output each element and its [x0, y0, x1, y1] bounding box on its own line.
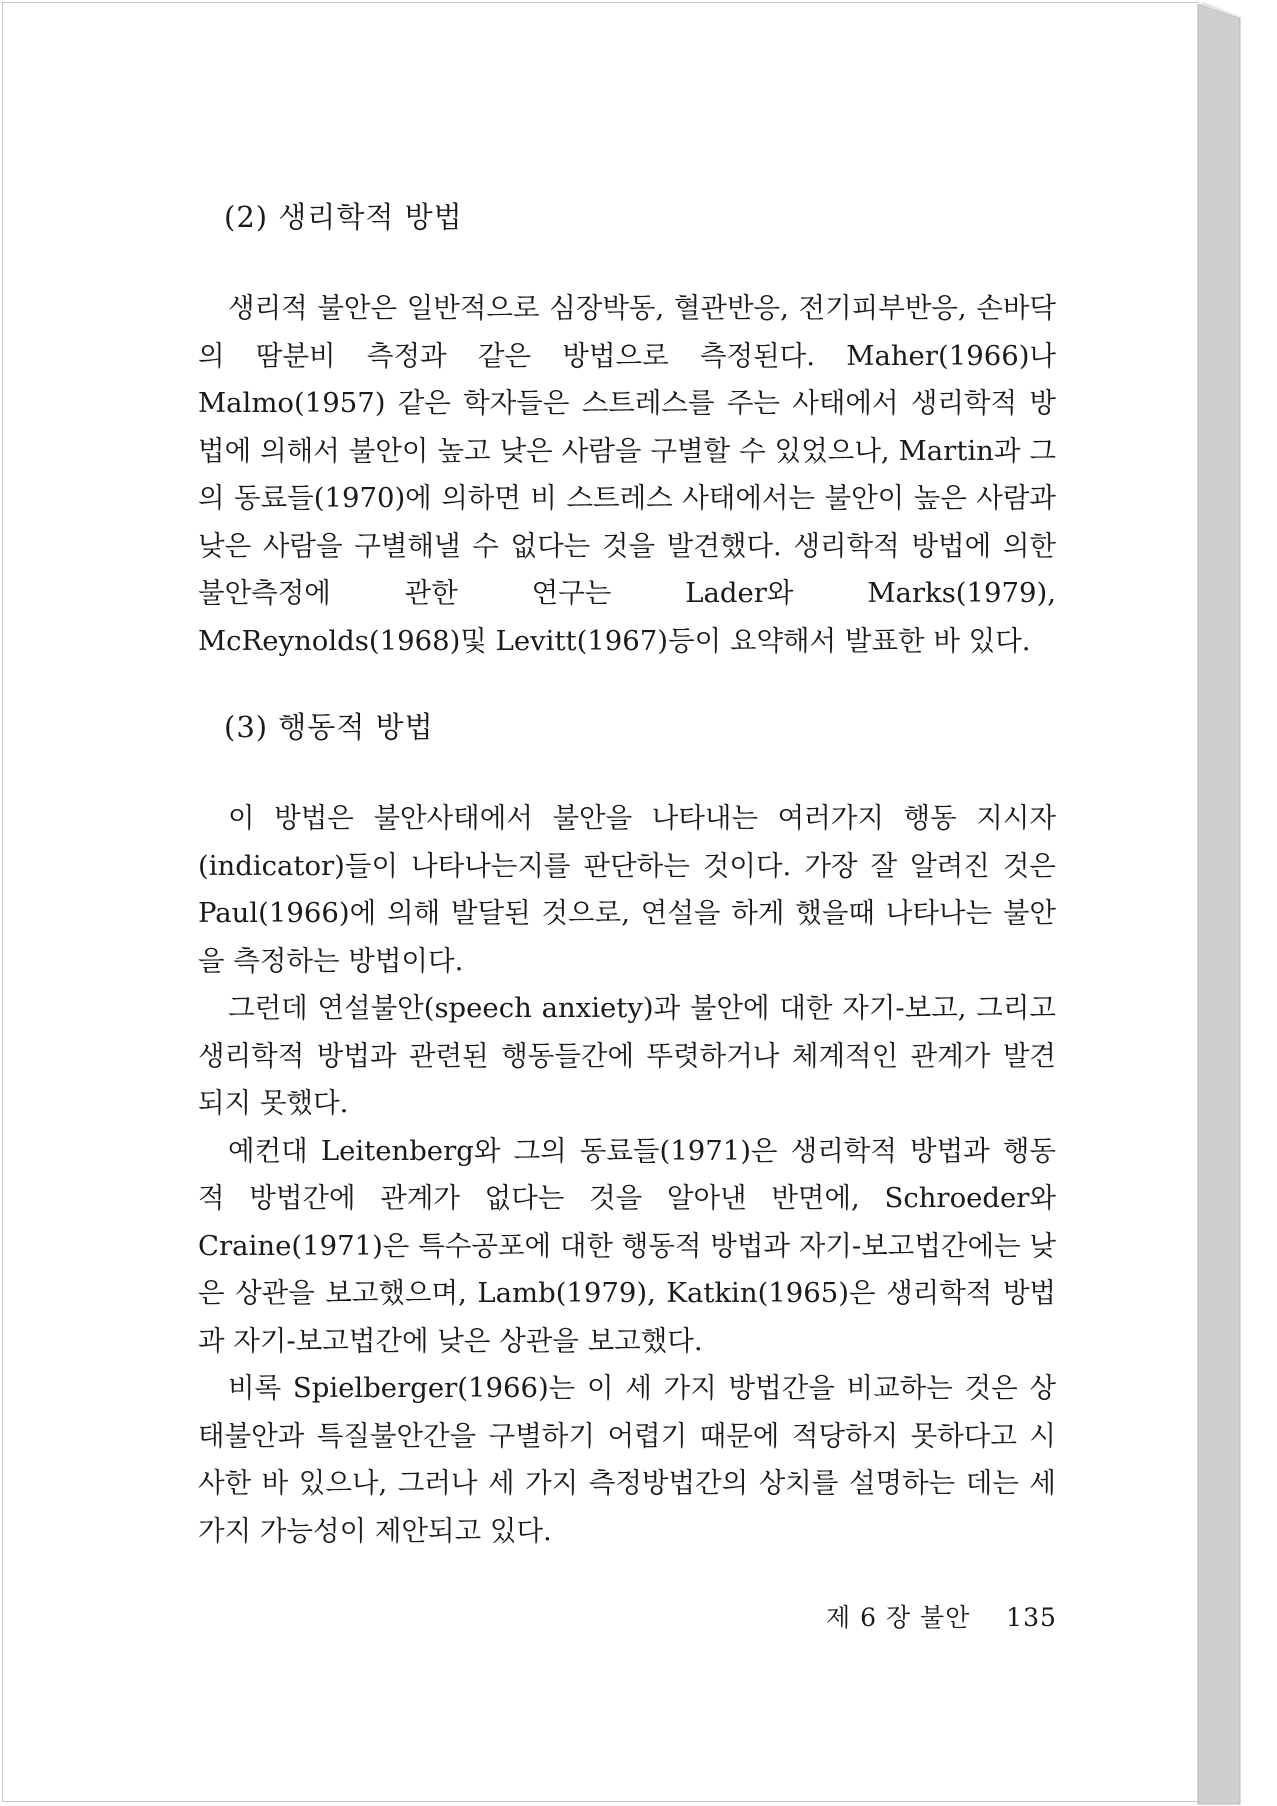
page-number: 135 [1006, 1603, 1057, 1632]
paragraph-physiological: 생리적 불안은 일반적으로 심장박동, 혈관반응, 전기피부반응, 손바닥의 땀분비 측정과 같은 방법으로 측정된다. Maher(1966)나 Malmo(1957) 같은 학자들은 스트레스를 주는 사태에서 생리학적 방법에 의해서 불안이 높고 낮은 사람을 구별할 수 있었으나, Martin과 그의 동료들(1970)에 의하면 비 스트레스 사태에서는 불안이 높은 사람과 낮은 사람을 구별해낼 수 없다는 것을 발견했다. 생리학적 방법에 의한 불안측정에 관한 연구는 Lader와 Marks(1979), McReynolds(1968)및 Levitt(1967)등이 요약해서 발표한 바 있다. [198, 292, 1056, 657]
page-footer [826, 1598, 1057, 1634]
section-heading-physiological: (2) 생리학적 방법 [224, 200, 463, 234]
chapter-label: 제 6 장 불안 [826, 1603, 971, 1632]
section-heading-behavioral: (3) 행동적 방법 [224, 710, 434, 744]
page-content [198, 195, 1056, 1555]
paragraph-behavioral-1: 이 방법은 불안사태에서 불안을 나타내는 여러가지 행동 지시자(indicator)들이 나타나는지를 판단하는 것이다. 가장 잘 알려진 것은 Paul(1966)에 의해 발달된 것으로, 연설을 하게 했을때 나타나는 불안을 측정하는 방법이다. [198, 802, 1056, 977]
paragraph-behavioral-3: 예컨대 Leitenberg와 그의 동료들(1971)은 생리학적 방법과 행동적 방법간에 관계가 없다는 것을 알아낸 반면에, Schroeder와 Craine(1971)은 특수공포에 대한 행동적 방법과 자기-보고법간에는 낮은 상관을 보고했으며, Lamb(1979), Katkin(1965)은 생리학적 방법과 자기-보고법간에 낮은 상관을 보고했다. [198, 1134, 1056, 1357]
paragraph-behavioral-4: 비록 Spielberger(1966)는 이 세 가지 방법간을 비교하는 것은 상태불안과 특질불안간을 구별하기 어렵기 때문에 적당하지 못하다고 시사한 바 있으나, 그러나 세 가지 측정방법간의 상치를 설명하는 데는 세 가지 가능성이 제안되고 있다. [198, 1372, 1056, 1547]
paragraph-behavioral-2: 그런데 연설불안(speech anxiety)과 불안에 대한 자기-보고, 그리고 생리학적 방법과 관련된 행동들간에 뚜렷하거나 체계적인 관계가 발견되지 못했다. [198, 992, 1056, 1119]
